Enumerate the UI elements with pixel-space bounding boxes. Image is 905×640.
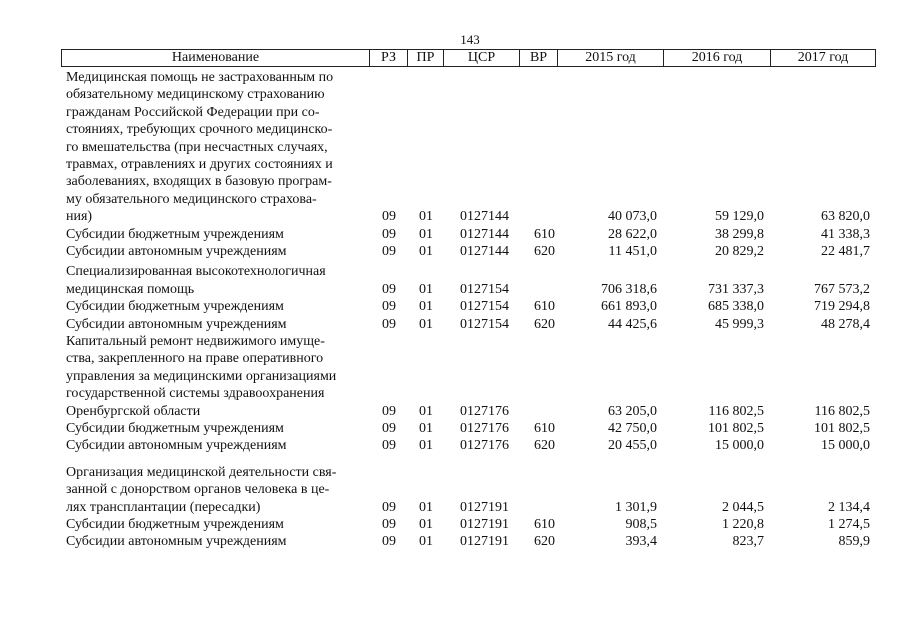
row-csr: 0127144 — [460, 226, 509, 242]
row-vr: 610 — [534, 517, 555, 532]
row-pr: 01 — [419, 517, 433, 532]
row-pr: 01 — [419, 421, 433, 436]
row-value-2017: 22 481,7 — [821, 244, 870, 259]
row-rz: 09 — [382, 209, 396, 225]
row-value-2016: 685 338,0 — [708, 299, 764, 315]
table-row — [0, 533, 905, 550]
header-rz: РЗ — [370, 50, 408, 66]
row-value-2016: 731 337,3 — [708, 281, 764, 297]
row-csr: 0127176 — [460, 421, 509, 436]
row-name-line: медицинская помощь — [66, 281, 195, 297]
row-value-2016: 59 129,0 — [715, 209, 764, 225]
row-name-line: лях трансплантации (пересадки) — [66, 499, 261, 515]
row-name-line: ния) — [66, 209, 93, 225]
table-row — [0, 298, 905, 315]
row-value-2017: 859,9 — [838, 534, 870, 550]
row-value-2015: 1 301,9 — [615, 499, 657, 515]
row-name — [66, 243, 366, 260]
row-name — [66, 420, 366, 437]
row-value-2016: 38 299,8 — [715, 226, 764, 242]
row-value-2017: 48 278,4 — [821, 316, 870, 332]
row-value-2015: 40 073,0 — [608, 209, 657, 225]
row-pr: 01 — [419, 299, 433, 315]
row-pr: 01 — [419, 244, 433, 259]
row-rz: 09 — [382, 226, 396, 242]
row-csr: 0127154 — [460, 316, 509, 332]
row-name-line: му обязательного медицинского страхова- — [66, 191, 317, 207]
table-row — [0, 316, 905, 333]
table-row — [0, 243, 905, 260]
row-pr: 01 — [419, 534, 433, 550]
header-pr: ПР — [408, 50, 444, 66]
row-name — [66, 533, 366, 550]
row-csr: 0127191 — [460, 534, 509, 550]
row-value-2017: 15 000,0 — [821, 438, 870, 454]
row-rz: 09 — [382, 403, 396, 419]
row-value-2015: 42 750,0 — [608, 421, 657, 436]
row-value-2017: 63 820,0 — [821, 209, 870, 225]
row-value-2017: 101 802,5 — [814, 421, 870, 436]
row-csr: 0127144 — [460, 244, 509, 259]
row-name-line: управления за медицинскими организациями — [66, 368, 337, 384]
row-value-2016: 823,7 — [732, 534, 764, 550]
row-name — [66, 333, 366, 420]
row-rz: 09 — [382, 438, 396, 454]
row-pr: 01 — [419, 209, 433, 225]
page-number: 143 — [460, 32, 480, 47]
row-value-2017: 2 134,4 — [828, 499, 870, 515]
header-year-2017: 2017 год — [797, 50, 849, 65]
row-csr: 0127191 — [460, 499, 509, 515]
row-rz: 09 — [382, 421, 396, 436]
row-csr: 0127191 — [460, 517, 509, 532]
row-name — [66, 464, 366, 516]
row-name-line: Субсидии автономным учреждениям — [66, 534, 287, 550]
row-value-2017: 116 802,5 — [814, 403, 870, 419]
row-name-line: Медицинская помощь не застрахованным по — [66, 70, 334, 85]
row-name-line: Организация медицинской деятельности свя- — [66, 464, 337, 480]
row-pr: 01 — [419, 226, 433, 242]
row-value-2017: 719 294,8 — [814, 299, 870, 315]
row-name-line: ства, закрепленного на праве оперативного — [66, 351, 324, 367]
row-name-line: заболеваниях, входящих в базовую програм- — [66, 174, 332, 190]
row-name — [66, 316, 366, 333]
row-value-2017: 1 274,5 — [828, 517, 870, 532]
row-value-2017: 41 338,3 — [821, 226, 870, 242]
row-value-2015: 908,5 — [625, 517, 657, 532]
row-csr: 0127144 — [460, 209, 509, 225]
row-value-2016: 1 220,8 — [722, 517, 764, 532]
row-name-line: Субсидии бюджетным учреждениям — [66, 421, 284, 436]
row-name-line: Субсидии автономным учреждениям — [66, 438, 287, 454]
row-name-line: обязательному медицинскому страхованию — [66, 87, 325, 103]
table-row — [0, 464, 905, 516]
row-name-line: Субсидии бюджетным учреждениям — [66, 226, 284, 242]
header-name: Наименование — [62, 50, 370, 66]
row-value-2016: 2 044,5 — [722, 499, 764, 515]
row-name-line: Капитальный ремонт недвижимого имуще- — [66, 334, 325, 349]
row-pr: 01 — [419, 499, 433, 515]
row-name-line: Субсидии бюджетным учреждениям — [66, 299, 284, 315]
row-name-line: го вмешательства (при несчастных случаях, — [66, 139, 328, 155]
row-name-line: Специализированная высокотехнологичная — [66, 264, 326, 280]
row-name — [66, 516, 366, 533]
row-name-line: Субсидии автономным учреждениям — [66, 244, 287, 259]
row-name — [66, 263, 366, 298]
row-name — [66, 69, 366, 226]
row-value-2017: 767 573,2 — [814, 281, 870, 297]
table-row — [0, 69, 905, 226]
header-year-2016: 2016 год — [664, 50, 771, 66]
row-value-2015: 63 205,0 — [608, 403, 657, 419]
header-vr: ВР — [520, 50, 558, 66]
header-csr: ЦСР — [444, 50, 520, 66]
row-vr: 620 — [534, 534, 555, 550]
row-rz: 09 — [382, 281, 396, 297]
table-row — [0, 516, 905, 533]
table-row — [0, 226, 905, 243]
row-value-2015: 28 622,0 — [608, 226, 657, 242]
row-value-2015: 20 455,0 — [608, 438, 657, 454]
row-name-line: стояниях, требующих срочного медицинско- — [66, 122, 333, 138]
row-value-2015: 11 451,0 — [608, 244, 657, 259]
table-header — [61, 49, 876, 67]
row-csr: 0127176 — [460, 438, 509, 454]
row-csr: 0127154 — [460, 281, 509, 297]
row-rz: 09 — [382, 499, 396, 515]
table-row — [0, 263, 905, 298]
row-pr: 01 — [419, 281, 433, 297]
row-vr: 620 — [534, 316, 555, 332]
row-rz: 09 — [382, 517, 396, 532]
row-vr: 620 — [534, 438, 555, 454]
row-rz: 09 — [382, 316, 396, 332]
row-value-2016: 15 000,0 — [715, 438, 764, 454]
row-name — [66, 437, 366, 454]
row-pr: 01 — [419, 316, 433, 332]
row-name — [66, 298, 366, 315]
row-name-line: гражданам Российской Федерации при со- — [66, 104, 320, 120]
table-row — [0, 333, 905, 420]
table-row — [0, 420, 905, 437]
row-name-line: Субсидии бюджетным учреждениям — [66, 517, 284, 532]
row-name — [66, 226, 366, 243]
row-value-2015: 393,4 — [625, 534, 657, 550]
row-pr: 01 — [419, 403, 433, 419]
row-csr: 0127154 — [460, 299, 509, 315]
row-vr: 610 — [534, 226, 555, 242]
row-value-2016: 116 802,5 — [708, 403, 764, 419]
row-name-line: государственной системы здравоохранения — [66, 386, 325, 402]
row-value-2015: 706 318,6 — [601, 281, 657, 297]
row-value-2015: 661 893,0 — [601, 299, 657, 315]
row-rz: 09 — [382, 534, 396, 550]
row-value-2016: 101 802,5 — [708, 421, 764, 436]
header-year-2015: 2015 год — [558, 50, 664, 66]
row-value-2016: 20 829,2 — [715, 244, 764, 259]
table-row — [0, 437, 905, 454]
row-vr: 610 — [534, 421, 555, 436]
row-name-line: травмах, отравлениях и других состояниях и — [66, 157, 333, 173]
row-value-2016: 45 999,3 — [715, 316, 764, 332]
row-vr: 620 — [534, 244, 555, 259]
row-csr: 0127176 — [460, 403, 509, 419]
row-name-line: Субсидии автономным учреждениям — [66, 316, 287, 332]
row-rz: 09 — [382, 244, 396, 259]
row-name-line: Оренбургской области — [66, 403, 201, 419]
row-value-2015: 44 425,6 — [608, 316, 657, 332]
row-vr: 610 — [534, 299, 555, 315]
row-pr: 01 — [419, 438, 433, 454]
row-name-line: занной с донорством органов человека в це- — [66, 482, 330, 498]
row-rz: 09 — [382, 299, 396, 315]
